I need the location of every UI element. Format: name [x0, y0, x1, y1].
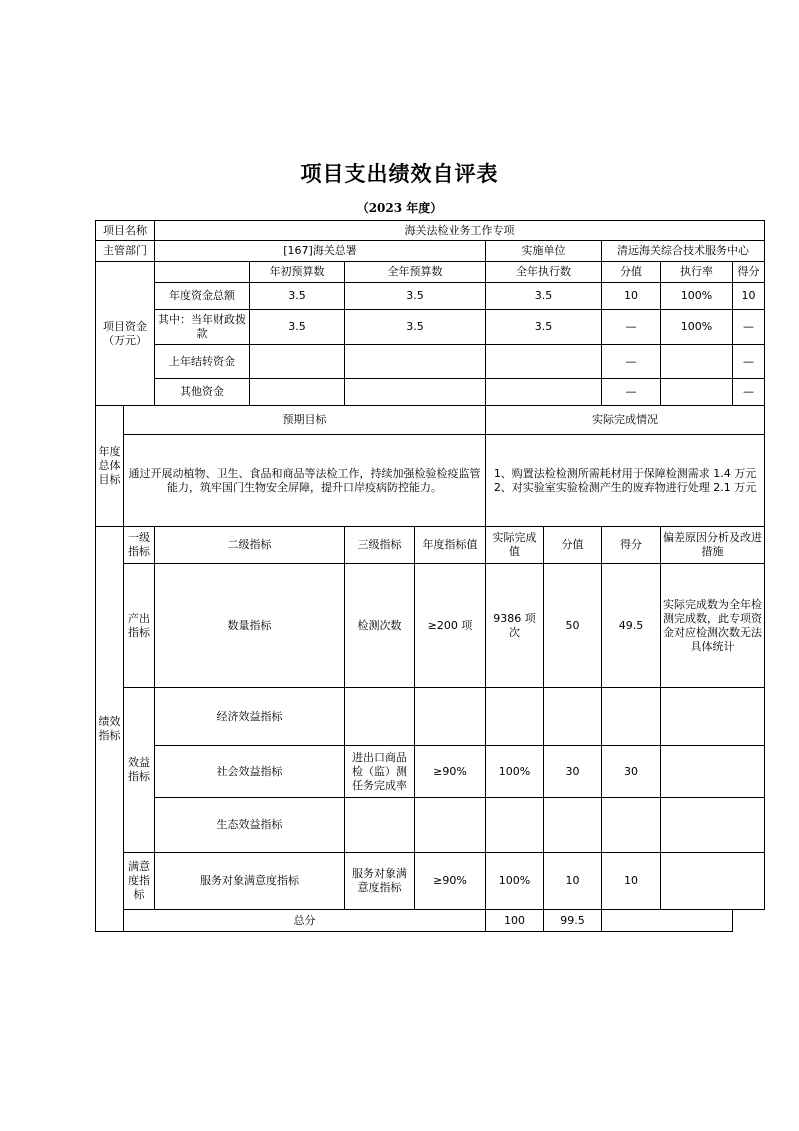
- funds-score-value: —: [602, 310, 661, 345]
- impl-unit-label: 实施单位: [486, 241, 602, 262]
- total-score: 99.5: [544, 910, 602, 932]
- col-full-header: 全年预算数: [345, 262, 486, 283]
- dept-value: [167]海关总署: [155, 241, 486, 262]
- actual-completion-header: 实际完成情况: [486, 406, 765, 435]
- satisfaction-lvl3: 服务对象满意度指标: [345, 853, 415, 910]
- lvl3-header: 三级指标: [345, 527, 415, 564]
- satisfaction-deviation: [661, 853, 765, 910]
- benefit-lvl1: 效益指标: [124, 688, 155, 853]
- total-score-value: 100: [486, 910, 544, 932]
- total-deviation: [602, 910, 733, 932]
- lvl1-header: 一级指标: [124, 527, 155, 564]
- satisfaction-score-value: 10: [544, 853, 602, 910]
- funds-score-value: —: [602, 379, 661, 406]
- funds-full: 3.5: [345, 283, 486, 310]
- score-value-header: 分值: [544, 527, 602, 564]
- funds-initial: 3.5: [250, 283, 345, 310]
- ecology-lvl2: 生态效益指标: [155, 798, 345, 853]
- funds-rate: 100%: [661, 283, 733, 310]
- social-lvl3: 进出口商品检（监）测任务完成率: [345, 746, 415, 798]
- col-score-header: 得分: [733, 262, 765, 283]
- ecology-score: [602, 798, 661, 853]
- social-annual: ≥90%: [415, 746, 486, 798]
- economic-score: [602, 688, 661, 746]
- expected-goal-header: 预期目标: [124, 406, 486, 435]
- output-lvl1: 产出指标: [124, 564, 155, 688]
- funds-exec: 3.5: [486, 283, 602, 310]
- economic-score-value: [544, 688, 602, 746]
- funds-row-label: 其中：当年财政拨款: [155, 310, 250, 345]
- funds-rate: 100%: [661, 310, 733, 345]
- output-annual: ≥200 项: [415, 564, 486, 688]
- funds-score: —: [733, 345, 765, 379]
- output-lvl2: 数量指标: [155, 564, 345, 688]
- project-name-value: 海关法检业务工作专项: [155, 221, 765, 241]
- col-score-value-header: 分值: [602, 262, 661, 283]
- economic-deviation: [661, 688, 765, 746]
- funds-initial: [250, 345, 345, 379]
- self-evaluation-table: [95, 220, 765, 932]
- page-title: 项目支出绩效自评表: [300, 161, 499, 186]
- impl-unit-value: 清远海关综合技术服务中心: [602, 241, 765, 262]
- ecology-deviation: [661, 798, 765, 853]
- expected-goal-text: 通过开展动植物、卫生、食品和商品等法检工作，持续加强检验检疫监管能力，筑牢国门生物安全屏障，提升口岸疫病防控能力。: [124, 435, 486, 527]
- funds-score: 10: [733, 283, 765, 310]
- funds-rate: [661, 345, 733, 379]
- funds-full: 3.5: [345, 310, 486, 345]
- funds-score-value: —: [602, 345, 661, 379]
- funds-score: —: [733, 379, 765, 406]
- satisfaction-actual: 100%: [486, 853, 544, 910]
- ecology-actual: [486, 798, 544, 853]
- ecology-score-value: [544, 798, 602, 853]
- social-deviation: [661, 746, 765, 798]
- social-actual: 100%: [486, 746, 544, 798]
- funds-header-blank: [155, 262, 250, 283]
- economic-lvl3: [345, 688, 415, 746]
- actual-completion-text: 1、购置法检检测所需耗材用于保障检测需求 1.4 万元 2、对实验室实验检测产生的废弃物进行处理 2.1 万元: [486, 435, 765, 527]
- social-score: 30: [602, 746, 661, 798]
- funds-row-label: 其他资金: [155, 379, 250, 406]
- funds-exec: [486, 379, 602, 406]
- project-name-label: 项目名称: [96, 221, 155, 241]
- funds-rate: [661, 379, 733, 406]
- col-exec-rate-header: 执行率: [661, 262, 733, 283]
- annual-value-header: 年度指标值: [415, 527, 486, 564]
- funds-row-label: 上年结转资金: [155, 345, 250, 379]
- social-score-value: 30: [544, 746, 602, 798]
- dept-label: 主管部门: [96, 241, 155, 262]
- economic-actual: [486, 688, 544, 746]
- col-initial-header: 年初预算数: [250, 262, 345, 283]
- col-exec-header: 全年执行数: [486, 262, 602, 283]
- satisfaction-lvl2: 服务对象满意度指标: [155, 853, 345, 910]
- funds-full: [345, 379, 486, 406]
- total-label: 总分: [124, 910, 486, 932]
- year-note: （2023 年度）: [356, 201, 443, 215]
- satisfaction-lvl1: 满意度指标: [124, 853, 155, 910]
- satisfaction-annual: ≥90%: [415, 853, 486, 910]
- goal-label: 年度总体目标: [96, 406, 124, 527]
- funds-exec: 3.5: [486, 310, 602, 345]
- social-lvl2: 社会效益指标: [155, 746, 345, 798]
- economic-lvl2: 经济效益指标: [155, 688, 345, 746]
- economic-annual: [415, 688, 486, 746]
- output-lvl3: 检测次数: [345, 564, 415, 688]
- output-actual: 9386 项次: [486, 564, 544, 688]
- ecology-annual: [415, 798, 486, 853]
- score-header: 得分: [602, 527, 661, 564]
- satisfaction-score: 10: [602, 853, 661, 910]
- actual-value-header: 实际完成值: [486, 527, 544, 564]
- output-score-value: 50: [544, 564, 602, 688]
- funds-label: 项目资金（万元）: [96, 262, 155, 406]
- indicators-label: 绩效指标: [96, 527, 124, 932]
- funds-initial: 3.5: [250, 310, 345, 345]
- funds-initial: [250, 379, 345, 406]
- funds-full: [345, 345, 486, 379]
- funds-score: —: [733, 310, 765, 345]
- funds-row-label: 年度资金总额: [155, 283, 250, 310]
- funds-score-value: 10: [602, 283, 661, 310]
- lvl2-header: 二级指标: [155, 527, 345, 564]
- output-score: 49.5: [602, 564, 661, 688]
- output-deviation: 实际完成数为全年检测完成数，此专项资金对应检测次数无法具体统计: [661, 564, 765, 688]
- funds-exec: [486, 345, 602, 379]
- ecology-lvl3: [345, 798, 415, 853]
- deviation-header: 偏差原因分析及改进措施: [661, 527, 765, 564]
